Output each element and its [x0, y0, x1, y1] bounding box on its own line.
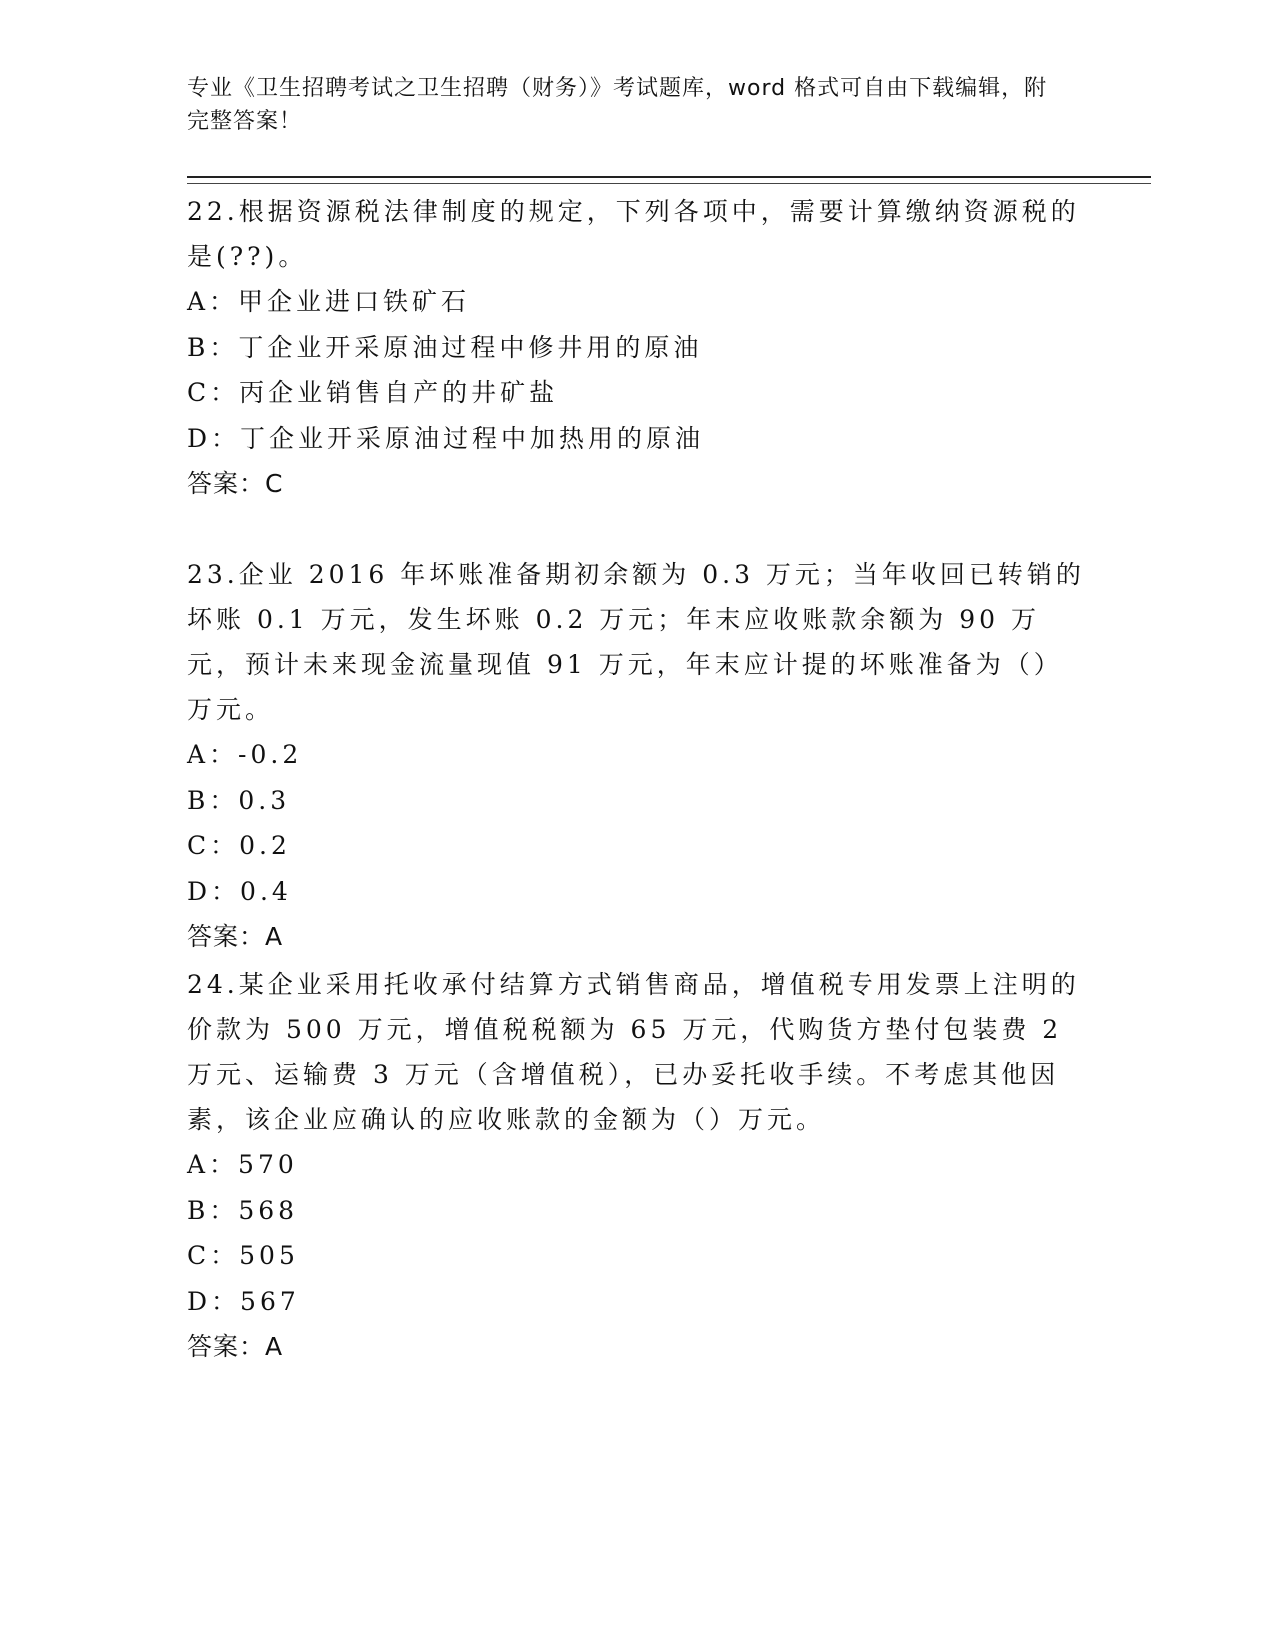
option-d: D：丁企业开采原油过程中加热用的原油 — [187, 423, 705, 453]
document-header — [187, 72, 1067, 138]
option-a: A：-0.2 — [187, 740, 303, 769]
answer: 答案：C — [187, 469, 284, 498]
header-divider-thin — [187, 183, 1151, 184]
option-b: B：568 — [187, 1195, 299, 1225]
option-c: C：0.2 — [187, 831, 291, 860]
question-stem: 24.某企业采用托收承付结算方式销售商品，增值税专用发票上注明的价款为 500 万元，增值税税额为 65 万元，代购货方垫付包装费 2 万元、运输费 3 万元（含增值税），已办妥托收手续。不考虑其他因素，该企业应确认的应收账款的金额为（）万元。 — [187, 970, 1080, 1134]
question-stem: 23.企业 2016 年坏账准备期初余额为 0.3 万元；当年收回已转销的坏账 0.1 万元，发生坏账 0.2 万元；年末应收账款余额为 90 万元，预计未来现金流量现值 91 万元，年末应计提的坏账准备为（）万元。 — [187, 560, 1085, 724]
question-24 — [187, 962, 1087, 1369]
option-a: A：甲企业进口铁矿石 — [187, 287, 471, 316]
option-a: A：570 — [187, 1150, 298, 1179]
answer: 答案：A — [187, 922, 284, 951]
question-23 — [187, 552, 1087, 959]
question-22 — [187, 189, 1087, 506]
header-divider-thick — [187, 176, 1151, 178]
answer: 答案：A — [187, 1332, 284, 1361]
option-d: D：0.4 — [187, 876, 292, 906]
option-c: C：丙企业销售自产的井矿盐 — [187, 378, 559, 407]
option-d: D：567 — [187, 1286, 300, 1316]
option-c: C：505 — [187, 1241, 299, 1270]
option-b: B：0.3 — [187, 785, 291, 815]
header-title: 专业《卫生招聘考试之卫生招聘（财务）》考试题库，word 格式可自由下载编辑，附完整答案！ — [187, 76, 1048, 134]
question-stem: 22.根据资源税法律制度的规定，下列各项中，需要计算缴纳资源税的是(??)。 — [187, 197, 1080, 271]
option-b: B：丁企业开采原油过程中修井用的原油 — [187, 332, 703, 362]
